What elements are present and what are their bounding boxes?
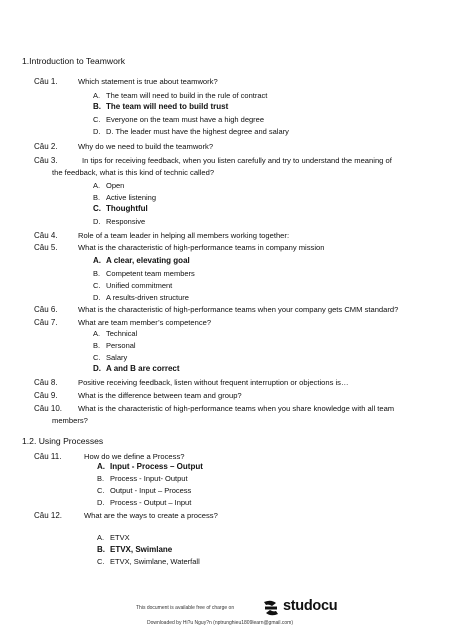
option-correct: D. A and B are correct xyxy=(93,364,180,373)
option: C. Output - Input – Process xyxy=(97,486,192,495)
option: B. Process - Input- Output xyxy=(97,474,188,483)
question-text: Role of a team leader in helping all members working together: xyxy=(78,231,290,240)
question-text: What are team member’s competence? xyxy=(78,318,212,327)
option: D. D. The leader must have the highest degree and salary xyxy=(93,127,289,136)
question-text: What is the characteristic of high-performance teams when your company gets CMM standard? xyxy=(78,305,399,314)
question-text-continued: the feedback, what is this kind of technic called? xyxy=(52,167,215,177)
question-number: Câu 10. xyxy=(34,404,63,413)
option: B. Competent team members xyxy=(93,269,195,278)
question-number: Câu 12. xyxy=(34,511,63,520)
option: D. A results-driven structure xyxy=(93,293,189,302)
question-number: Câu 2. xyxy=(34,142,58,151)
question-text: Positive receiving feedback, listen without frequent interruption or objections is… xyxy=(78,378,349,387)
question-number: Câu 11. xyxy=(34,452,62,461)
option: C. Everyone on the team must have a high degree xyxy=(93,115,265,124)
footer-downloaded-by: Downloaded by Hi?u Nguy?n (nptrunghieu1809learn@gmail.com) xyxy=(147,620,293,626)
section-heading-teamwork: 1.Introduction to Teamwork xyxy=(22,56,126,66)
option: C. Salary xyxy=(93,353,128,362)
question-text: What is the difference between team and group? xyxy=(78,391,242,400)
question-text: What are the ways to create a process? xyxy=(84,511,218,520)
question-text: Why do we need to build the teamwork? xyxy=(78,142,214,151)
question-text: What is the characteristic of high-performance teams in company mission xyxy=(78,243,325,252)
question-number: Câu 9. xyxy=(34,391,58,400)
option-correct: B. The team will need to build trust xyxy=(93,102,229,111)
question-number: Câu 4. xyxy=(34,231,58,240)
question-number: Câu 6. xyxy=(34,305,58,314)
option: A. Open xyxy=(93,181,125,190)
question-number: Câu 5. xyxy=(34,243,58,252)
option: D. Process - Output – Input xyxy=(97,498,192,507)
question-text-continued: members? xyxy=(52,415,88,425)
question-text: How do we define a Process? xyxy=(84,452,185,461)
option: A. Technical xyxy=(93,329,138,338)
question-number: Câu 7. xyxy=(34,318,58,327)
footer-notice: This document is available free of charge on xyxy=(136,605,235,611)
question-text: What is the characteristic of high-performance teams when you share knowledge with all team xyxy=(78,404,395,413)
option-correct: C. Thoughtful xyxy=(93,204,148,213)
question-number: Câu 1. xyxy=(34,77,58,86)
section-heading-processes: 1.2. Using Processes xyxy=(22,436,104,446)
option: D. Responsive xyxy=(93,217,146,226)
option: A. The team will need to build in the rule of contract xyxy=(93,91,268,100)
option: C. ETVX, Swimlane, Waterfall xyxy=(97,557,200,566)
option: B. Active listening xyxy=(93,193,157,202)
question-number: Câu 8. xyxy=(34,378,58,387)
option-correct: B. ETVX, Swimlane xyxy=(97,545,173,554)
option: A. ETVX xyxy=(97,533,130,542)
studocu-brand[interactable]: studocu xyxy=(283,598,338,614)
option-correct: A. Input - Process – Output xyxy=(97,462,203,471)
option-correct: A. A clear, elevating goal xyxy=(93,256,190,265)
studocu-logo-icon xyxy=(262,599,280,617)
option: B. Personal xyxy=(93,341,136,350)
question-text: In tips for receiving feedback, when you listen carefully and try to understand the meaning of xyxy=(82,156,392,165)
question-number: Câu 3. xyxy=(34,156,58,165)
option: C. Unified commitment xyxy=(93,281,173,290)
question-text: Which statement is true about teamwork? xyxy=(78,77,218,86)
